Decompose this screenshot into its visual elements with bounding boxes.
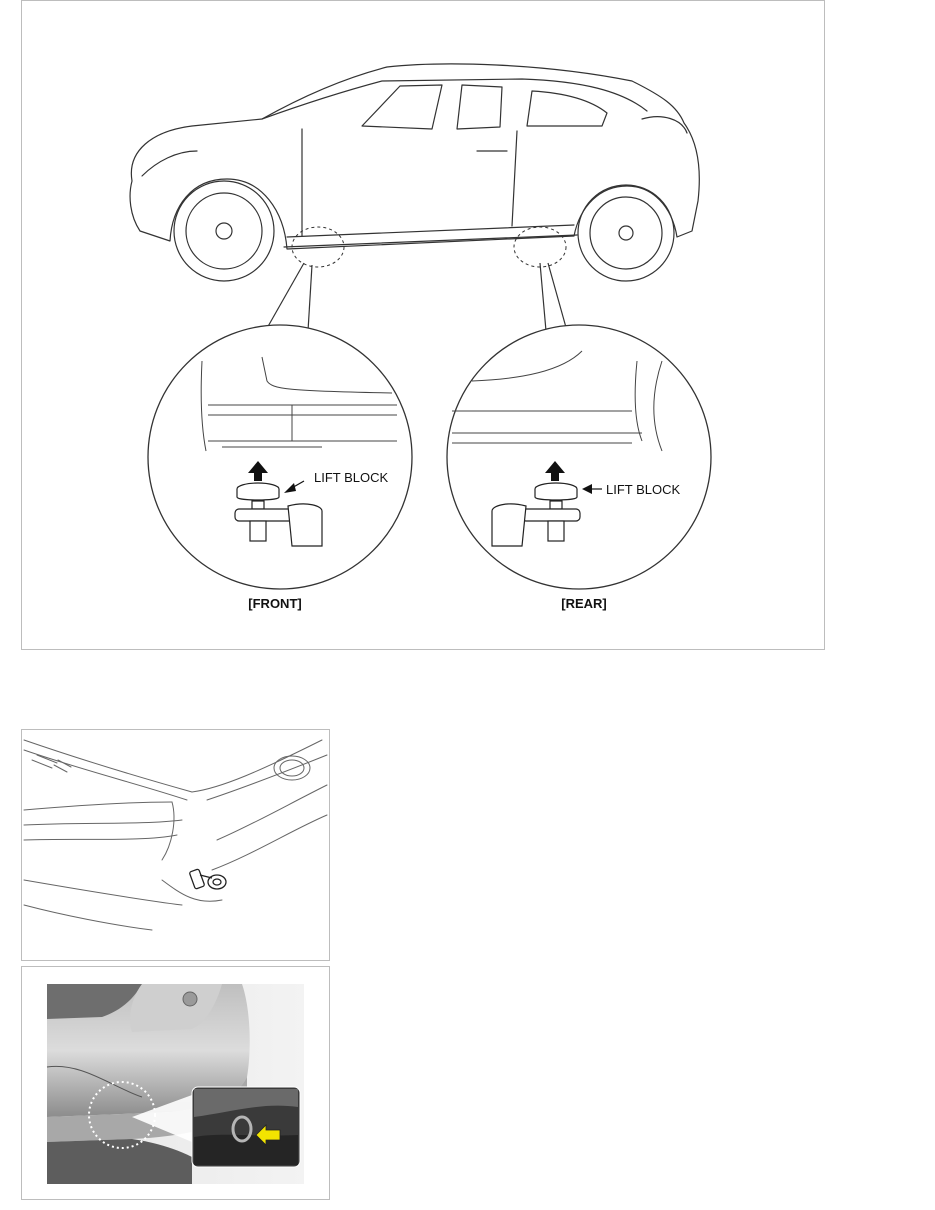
front-callout-circle: [148, 325, 412, 589]
car-headlight: [142, 151, 197, 176]
tow-hook-inset: [192, 1087, 300, 1167]
front-wheel-tire: [174, 181, 274, 281]
car-taillight: [642, 117, 687, 133]
rear-wheel-rim: [590, 197, 662, 269]
rear-caption: [REAR]: [561, 596, 607, 611]
rear-callout: [447, 325, 711, 611]
rear-tow-hook-figure: [21, 966, 330, 1200]
car-window-line: [262, 79, 647, 119]
car-door-line-rear: [512, 131, 517, 226]
car-body-outline: [130, 64, 699, 249]
car-side-view-icon: [22, 1, 824, 649]
front-lift-block-label: LIFT BLOCK: [314, 470, 389, 485]
lift-point-figure: [21, 0, 825, 650]
front-callout: [148, 325, 412, 611]
car-mid-window: [457, 85, 502, 129]
front-wheel-rim: [186, 193, 262, 269]
front-tow-hook-figure: [21, 729, 330, 961]
rear-lift-block-label: LIFT BLOCK: [606, 482, 681, 497]
rear-wheel-tire: [578, 185, 674, 281]
car-rear-window: [527, 91, 607, 126]
rear-lift-point-marker: [514, 227, 566, 267]
rear-callout-circle: [447, 325, 711, 589]
tow-hook-icon: [189, 869, 226, 889]
car-front-window: [362, 85, 442, 129]
front-caption: [FRONT]: [248, 596, 302, 611]
car-sill-line: [287, 225, 574, 237]
car-sill-lower: [284, 235, 577, 247]
